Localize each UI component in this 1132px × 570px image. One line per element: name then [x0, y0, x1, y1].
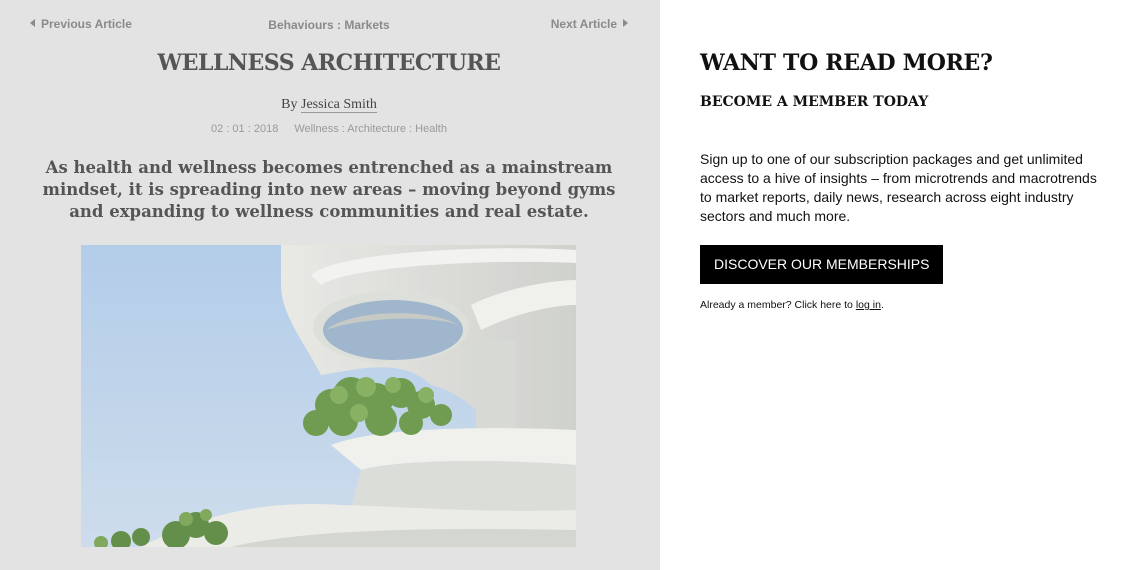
login-link[interactable]: log in [855, 299, 881, 311]
member-login-note [700, 299, 884, 311]
next-article-label: Next Article [550, 17, 617, 31]
building-with-greenery-photo-icon [81, 245, 576, 547]
article-title: WELLNESS ARCHITECTURE [157, 50, 501, 76]
author-link[interactable]: Jessica Smith [301, 97, 377, 112]
discover-memberships-button[interactable]: DISCOVER OUR MEMBERSHIPS [700, 245, 943, 284]
article-category: Behaviours : Markets [268, 18, 390, 32]
next-article-link[interactable] [551, 17, 628, 31]
member-suffix: . [880, 299, 884, 311]
article-date: 02 : 01 : 2018 [211, 123, 279, 135]
article-meta [0, 123, 658, 135]
previous-article-label: Previous Article [41, 17, 132, 31]
paywall-heading: WANT TO READ MORE? [700, 50, 993, 76]
paywall-body: Sign up to one of our subscription packages and get unlimited access to a hive of insights – from microtrends and macrotrends to market reports, daily news, research across eight industry sectors and much more. [700, 151, 1097, 224]
article-tags: Wellness : Architecture : Health [294, 123, 447, 135]
member-prefix: Already a member? Click here to [700, 299, 853, 311]
hero-image [81, 245, 576, 547]
triangle-right-icon [623, 19, 628, 27]
byline-prefix: By [281, 97, 298, 112]
byline [0, 97, 658, 113]
paywall-subheading: BECOME A MEMBER TODAY [700, 94, 929, 110]
paywall-panel [660, 0, 1132, 570]
article-lede: As health and wellness becomes entrenched as a mainstream mindset, it is spreading into new areas – moving beyond gyms and expanding to wellness communities and real estate. [42, 158, 616, 221]
